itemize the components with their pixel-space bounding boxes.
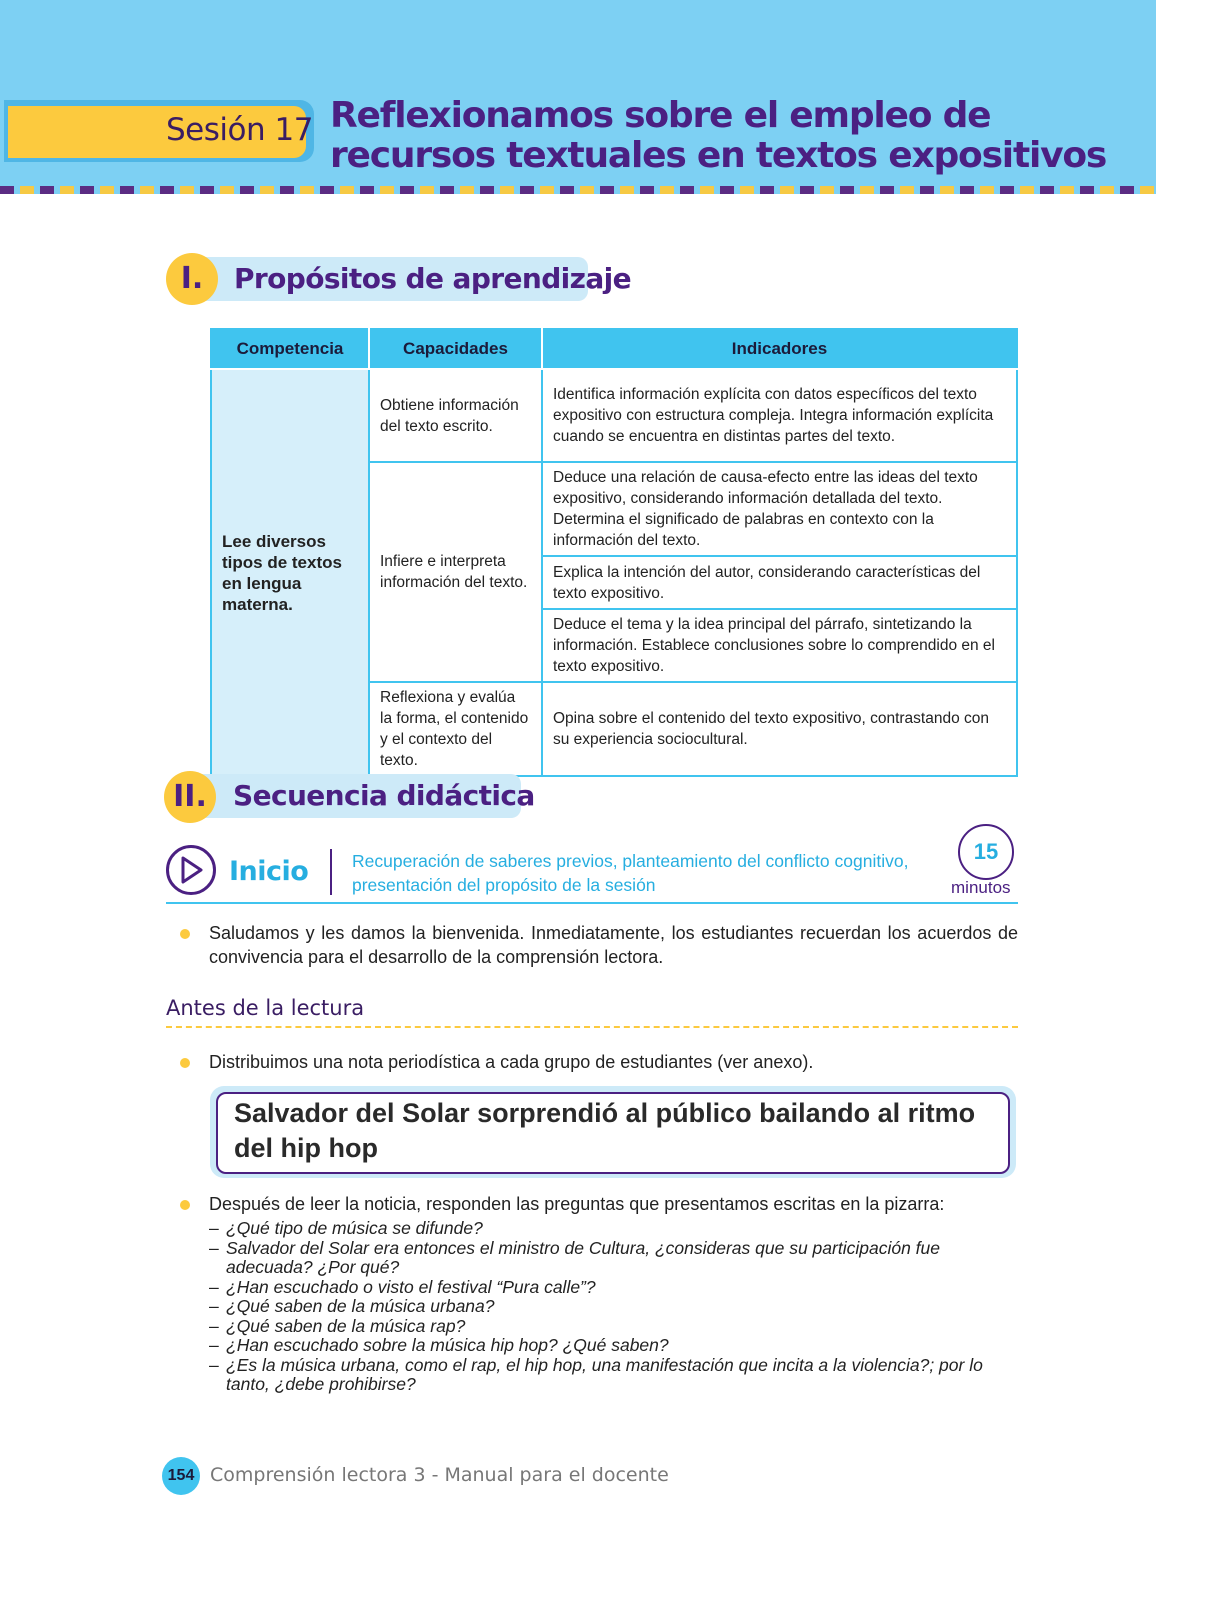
question-item: – ¿Qué saben de la música urbana? <box>209 1296 495 1316</box>
question-item: – ¿Qué tipo de música se difunde? <box>209 1218 483 1238</box>
page-title-line1: Reflexionamos sobre el empleo de <box>330 95 991 136</box>
indicador-cell: Deduce el tema y la idea principal del párrafo, sintetizando la información. Establece conclusiones sobre lo comprendido en el texto expositivo. <box>542 609 1017 682</box>
question-text: ¿Qué tipo de música se difunde? <box>226 1218 483 1238</box>
question-item: – ¿Qué saben de la música rap? <box>209 1315 466 1336</box>
antes-heading: Antes de la lectura <box>166 996 365 1020</box>
list-item <box>180 921 1018 969</box>
indicador-cell: Identifica información explícita con datos específicos del texto expositivo con estructura compleja. Integra información explícita cuando se encuentra en distintas partes del texto. <box>542 369 1017 462</box>
bullet-dot-icon <box>180 1058 190 1068</box>
bullet-text: Después de leer la noticia, responden las preguntas que presentamos escritas en la pizarra: <box>209 1194 945 1214</box>
question-item: – ¿Han escuchado o visto el festival “Pura calle”? <box>209 1276 596 1297</box>
purposes-table <box>210 328 1018 777</box>
table-header-row <box>211 329 1017 369</box>
timer-unit: minutos <box>951 878 1011 897</box>
play-icon <box>166 845 216 895</box>
session-label: Sesión 17 <box>166 112 313 148</box>
question-text: Salvador del Solar era entonces el ministro de Cultura, ¿consideras que su participación fue adecuada? ¿Por qué? <box>226 1237 940 1277</box>
question-text: ¿Es la música urbana, como el rap, el hip hop, una manifestación que incita a la violencia?; por lo tanto, ¿debe prohibirse? <box>226 1354 983 1394</box>
bullet-text: Distribuimos una nota periodística a cada grupo de estudiantes (ver anexo). <box>209 1052 814 1072</box>
question-text: ¿Han escuchado o visto el festival “Pura calle”? <box>226 1276 596 1297</box>
bullet-dot-icon <box>180 1200 190 1210</box>
timer-minutes: 15 <box>973 839 999 864</box>
question-item: – ¿Han escuchado sobre la música hip hop? ¿Qué saben? <box>209 1335 669 1355</box>
header-competencia: Competencia <box>211 329 369 369</box>
capacidad-cell: Reflexiona y evalúa la forma, el contenido y el contexto del texto. <box>369 682 542 776</box>
news-headline: Salvador del Solar sorprendió al público bailando al ritmo del hip hop <box>234 1098 976 1163</box>
footer-book-title: Comprensión lectora 3 - Manual para el docente <box>210 1464 669 1486</box>
bullet-text: Saludamos y les damos la bienvenida. Inmediatamente, los estudiantes recuerdan los acuerdos de convivencia para el desarrollo de la comprensión lectora. <box>209 923 1018 967</box>
competencia-cell: Lee diversos tipos de textos en lengua materna. <box>211 369 369 776</box>
capacidad-cell: Infiere e interpreta información del texto. <box>369 462 542 682</box>
section1-title: Propósitos de aprendizaje <box>234 262 632 295</box>
header-indicadores: Indicadores <box>542 329 1017 369</box>
question-item: – Salvador del Solar era entonces el ministro de Cultura, ¿consideras que su participación fue adecuada? ¿Por qué? <box>209 1237 940 1277</box>
bullet-dot-icon <box>180 929 190 939</box>
header-stripe <box>0 186 1156 194</box>
question-text: ¿Qué saben de la música urbana? <box>226 1296 495 1316</box>
page-number: 154 <box>162 1457 200 1495</box>
indicador-cell: Deduce una relación de causa-efecto entre las ideas del texto expositivo, considerando información detallada del texto. Determina el significado de palabras en contexto con la información del texto. <box>542 462 1017 556</box>
list-item <box>180 1050 1018 1074</box>
inicio-divider <box>166 902 1018 904</box>
list-item <box>180 1192 1018 1216</box>
antes-divider <box>166 1026 1018 1028</box>
page-title-line2: recursos textuales en textos expositivos <box>330 135 1107 176</box>
section1-number: I. <box>166 253 218 305</box>
section2-title: Secuencia didáctica <box>233 779 535 812</box>
table-row <box>211 369 1017 462</box>
indicador-cell: Explica la intención del autor, considerando características del texto expositivo. <box>542 556 1017 609</box>
clock-icon <box>958 824 1014 880</box>
question-text: ¿Qué saben de la música rap? <box>226 1315 466 1336</box>
inicio-description: Recuperación de saberes previos, planteamiento del conflicto cognitivo, presentación del propósito de la sesión <box>352 851 909 895</box>
inicio-label: Inicio <box>229 856 309 887</box>
question-item: – ¿Es la música urbana, como el rap, el hip hop, una manifestación que incita a la violencia?; por lo tanto, ¿debe prohibirse? <box>209 1354 983 1394</box>
inicio-separator <box>330 849 332 895</box>
section2-number: II. <box>164 771 216 823</box>
capacidad-cell: Obtiene información del texto escrito. <box>369 369 542 462</box>
question-text: ¿Han escuchado sobre la música hip hop? ¿Qué saben? <box>226 1335 669 1355</box>
page-title <box>330 96 1130 176</box>
header-capacidades: Capacidades <box>369 329 542 369</box>
questions-list <box>209 1219 1021 1395</box>
indicador-cell: Opina sobre el contenido del texto expositivo, contrastando con su experiencia sociocultural. <box>542 682 1017 776</box>
